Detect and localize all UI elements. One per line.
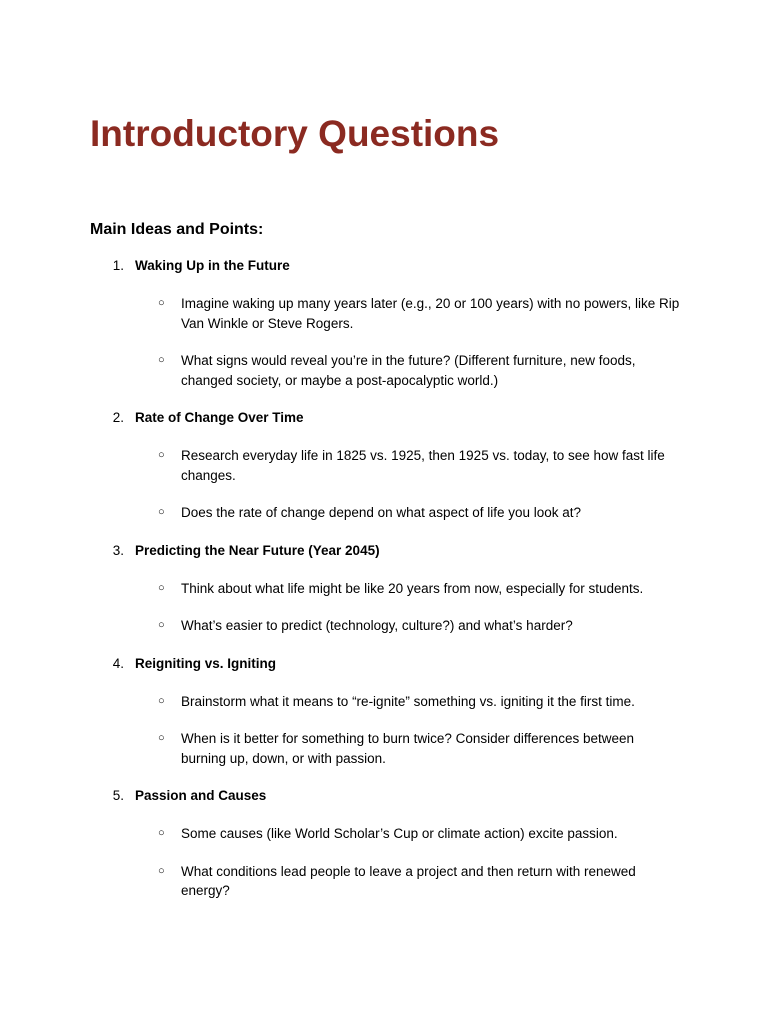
hollow-circle-bullet-icon: ○ xyxy=(158,354,165,366)
hollow-circle-bullet-icon: ○ xyxy=(158,581,165,594)
bullet-item xyxy=(0,503,768,523)
hollow-circle-bullet-icon: ○ xyxy=(158,619,165,631)
list-item xyxy=(0,654,768,769)
list-item xyxy=(0,786,768,901)
hollow-circle-bullet-icon: ○ xyxy=(158,694,165,707)
list-item xyxy=(0,408,768,523)
bullet-item xyxy=(0,824,768,844)
section-heading: Main Ideas and Points: xyxy=(90,221,264,238)
item-title: Reigniting vs. Igniting xyxy=(135,655,276,671)
page-title: Introductory Questions xyxy=(90,113,500,154)
bullet-text: What conditions lead people to leave a project and then return with renewed energy? xyxy=(181,863,636,898)
item-number: 5. xyxy=(112,788,124,803)
bullet-text: Imagine waking up many years later (e.g., 20 or 100 years) with no powers, like Rip Van Winkle or Steve Rogers. xyxy=(181,296,680,331)
bullet-text: Research everyday life in 1825 vs. 1925, then 1925 vs. today, to see how fast life changes. xyxy=(181,448,665,483)
item-number: 3. xyxy=(112,542,124,558)
bullet-item xyxy=(0,579,768,599)
bullet-list xyxy=(0,692,768,769)
item-number: 4. xyxy=(112,655,124,671)
item-number: 2. xyxy=(112,410,124,425)
item-number: 1. xyxy=(112,258,124,273)
bullet-item xyxy=(0,294,768,333)
hollow-circle-bullet-icon: ○ xyxy=(158,297,165,309)
hollow-circle-bullet-icon: ○ xyxy=(158,449,165,461)
hollow-circle-bullet-icon: ○ xyxy=(158,827,165,839)
bullet-list xyxy=(0,579,768,636)
bullet-text: When is it better for something to burn twice? Consider differences between burning up, down, or with passion. xyxy=(181,731,634,766)
item-title: Rate of Change Over Time xyxy=(135,410,304,425)
bullet-text: What’s easier to predict (technology, culture?) and what’s harder? xyxy=(181,618,573,633)
bullet-item xyxy=(0,351,768,390)
bullet-text: Brainstorm what it means to “re-ignite” something vs. igniting it the first time. xyxy=(181,693,635,709)
hollow-circle-bullet-icon: ○ xyxy=(158,506,165,518)
bullet-list xyxy=(0,824,768,901)
bullet-list xyxy=(0,446,768,523)
hollow-circle-bullet-icon: ○ xyxy=(158,732,165,744)
bullet-item xyxy=(0,446,768,485)
bullet-item xyxy=(0,692,768,712)
bullet-item xyxy=(0,729,768,768)
numbered-list xyxy=(0,256,768,901)
bullet-item xyxy=(0,862,768,901)
bullet-item xyxy=(0,616,768,636)
item-title: Passion and Causes xyxy=(135,788,267,803)
bullet-text: Think about what life might be like 20 years from now, especially for students. xyxy=(181,580,644,596)
bullet-text: Does the rate of change depend on what aspect of life you look at? xyxy=(181,505,582,520)
bullet-list xyxy=(0,294,768,390)
bullet-text: What signs would reveal you’re in the future? (Different furniture, new foods, changed society, or maybe a post-apocalyptic world.) xyxy=(181,353,636,388)
bullet-text: Some causes (like World Scholar’s Cup or climate action) excite passion. xyxy=(181,826,618,841)
item-title: Waking Up in the Future xyxy=(135,258,290,273)
item-title: Predicting the Near Future (Year 2045) xyxy=(135,542,380,558)
list-item xyxy=(0,256,768,390)
list-item xyxy=(0,541,768,636)
hollow-circle-bullet-icon: ○ xyxy=(158,864,165,877)
